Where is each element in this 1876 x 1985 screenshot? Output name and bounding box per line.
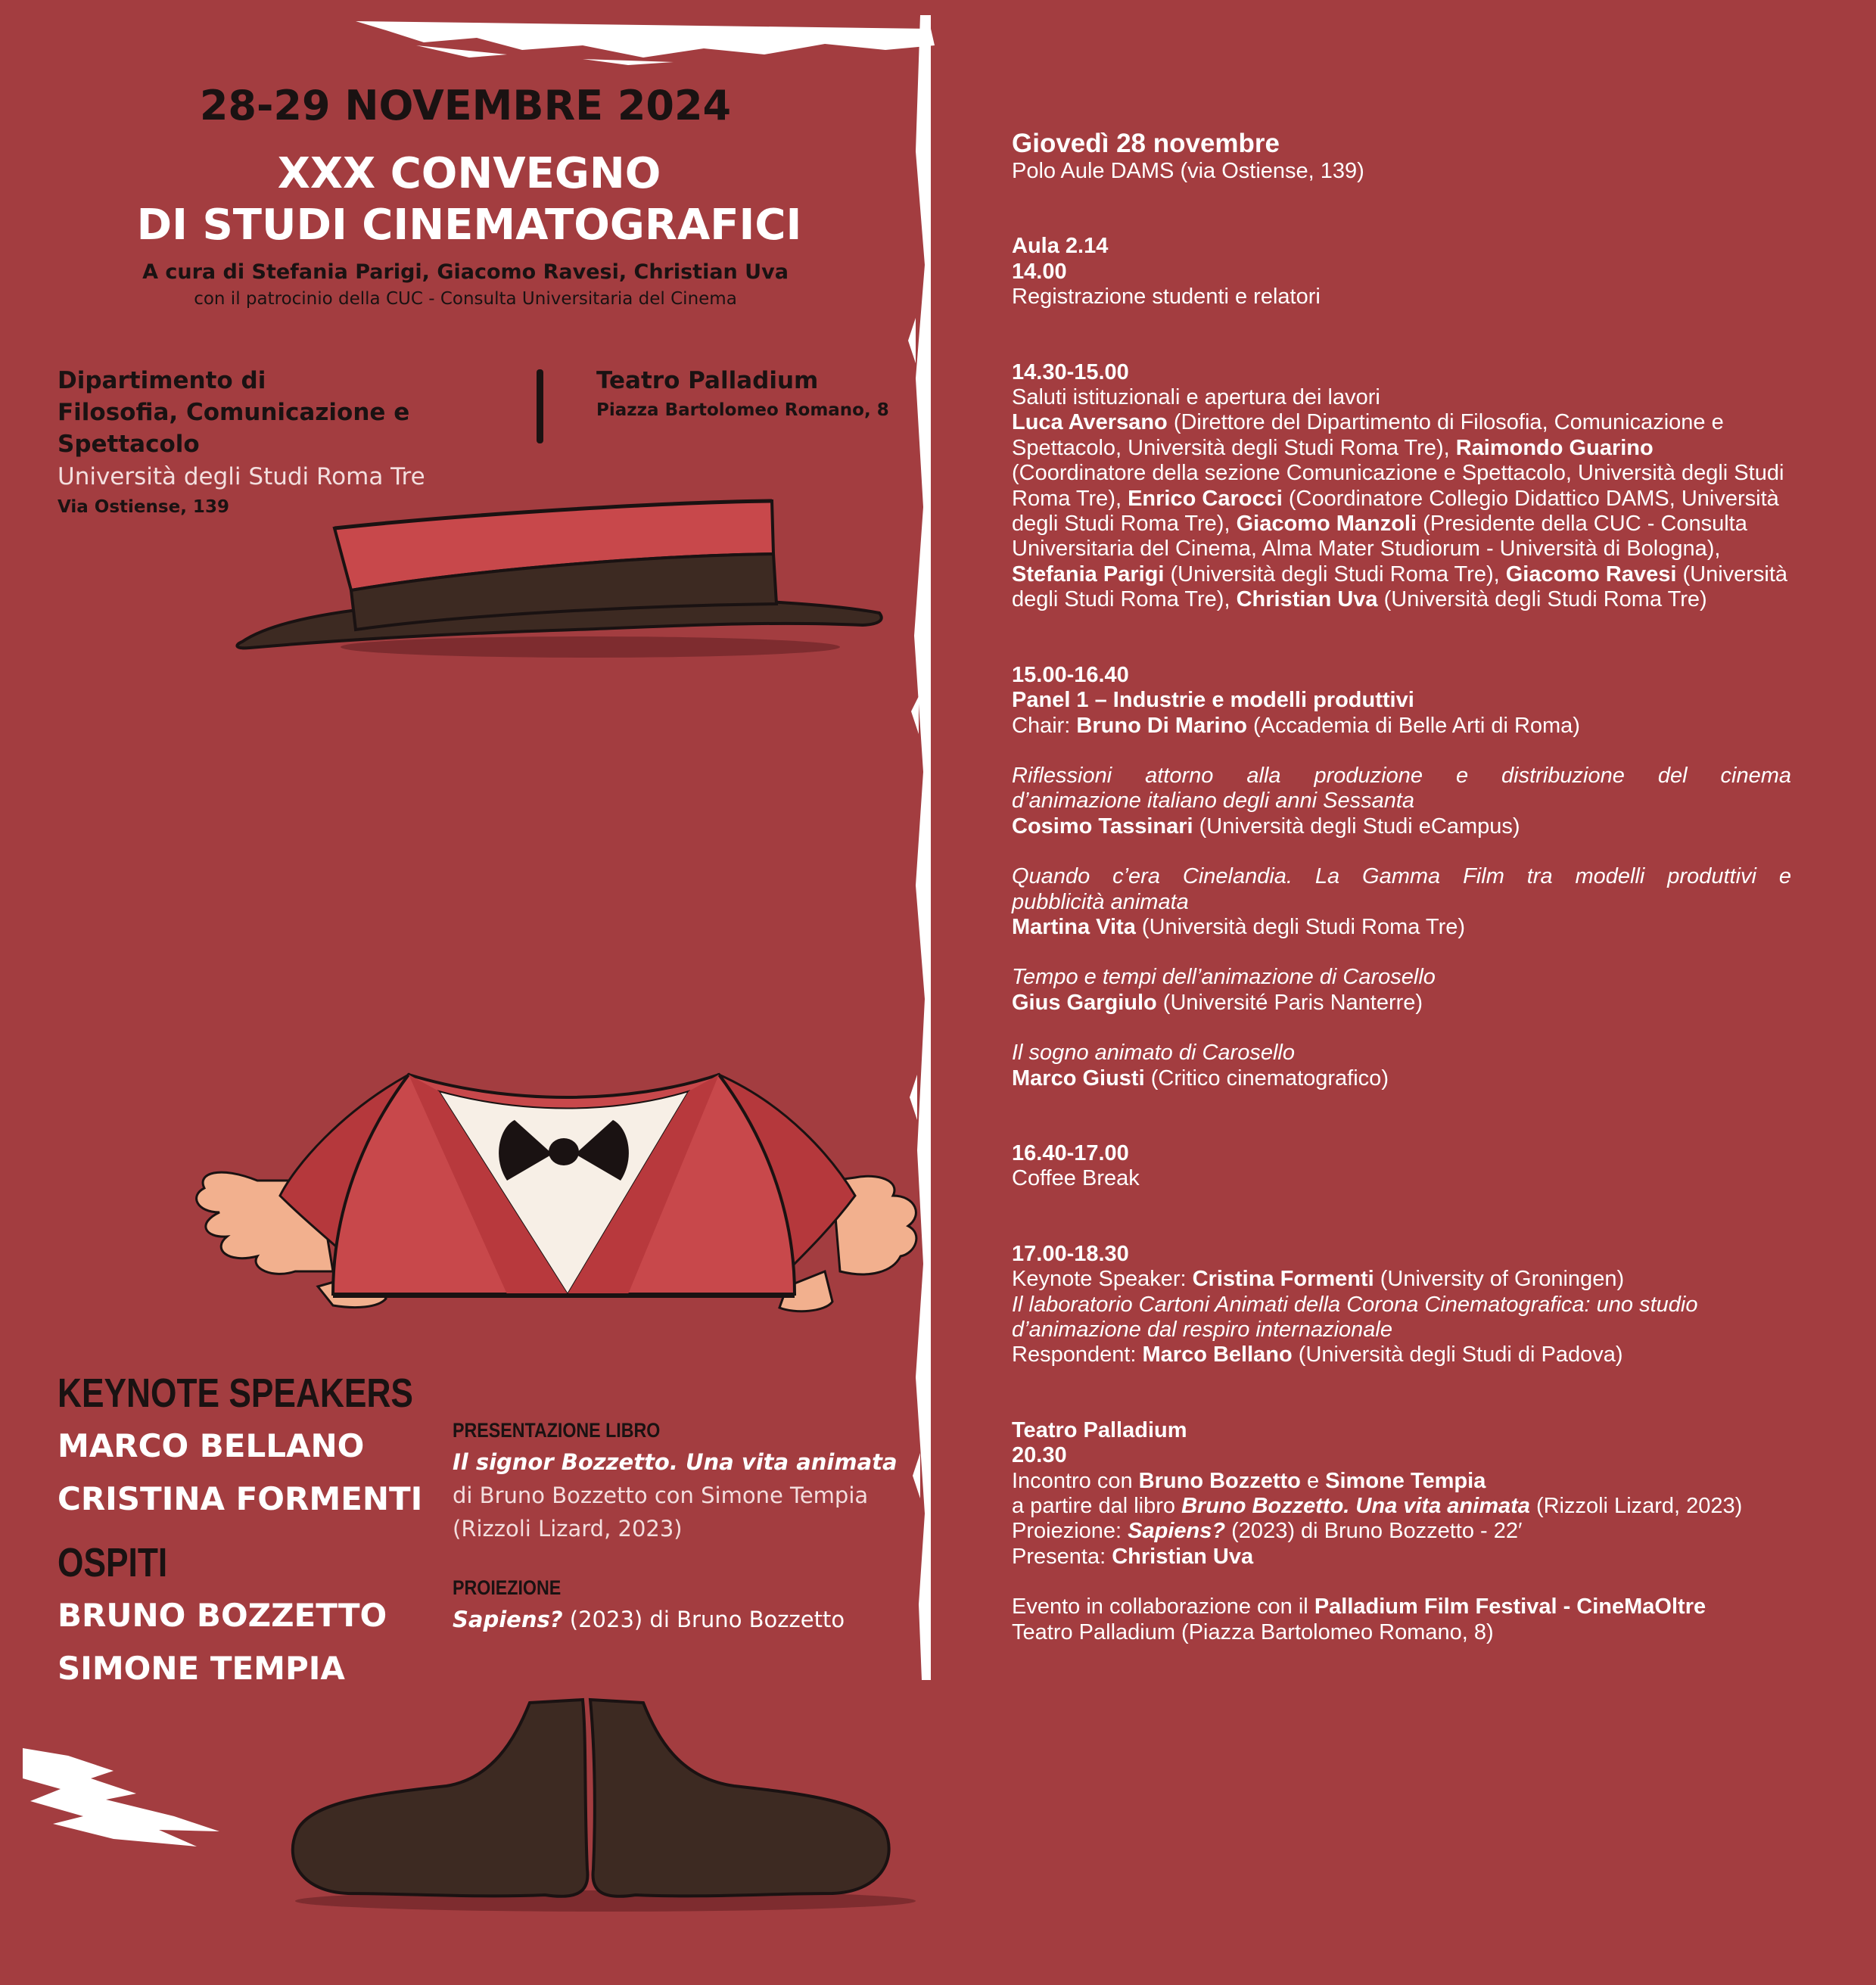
slot-description: Saluti istituzionali e apertura dei lavori [1012, 385, 1380, 410]
brush-stroke-bottom [23, 1741, 250, 1854]
evening-book [1012, 1494, 1791, 1519]
keynote-heading: KEYNOTE SPEAKERS [58, 1371, 413, 1416]
speaker-affiliation: (Presidente della CUC - Consulta Universitaria del Cinema, Alma Mater Studiorum - Università di Bologna), [1012, 512, 1747, 562]
speaker-name: Giacomo Manzoli [1236, 512, 1417, 537]
book-authors: di Bruno Bozzetto con Simone Tempia [453, 1483, 869, 1508]
text-fragment: e [1300, 1468, 1326, 1493]
speakers-block [58, 1367, 491, 1695]
evening-meeting [1012, 1469, 1791, 1494]
speaker-affiliation: (Coordinatore della sezione Comunicazione e Spettacolo, Università degli Studi Roma Tre), [1012, 461, 1784, 511]
curators: A cura di Stefania Parigi, Giacomo Ravesi, Christian Uva [142, 260, 789, 284]
festival-name: Palladium Film Festival - CineMaOltre [1314, 1595, 1706, 1619]
speaker-name: Christian Uva [1236, 587, 1378, 612]
book-presentation [453, 1415, 922, 1636]
guest-name: BRUNO BOZZETTO [58, 1597, 387, 1634]
keynote-label: Keynote Speaker: [1012, 1267, 1193, 1292]
text-fragment: Incontro con [1012, 1468, 1139, 1493]
slot-description: Coffee Break [1012, 1166, 1140, 1191]
speaker-name: Marco Bellano [1142, 1343, 1293, 1367]
speaker-name: Enrico Carocci [1128, 486, 1283, 511]
speaker-name: Gius Gargiulo [1012, 990, 1157, 1015]
text-fragment: Evento in collaborazione con il [1012, 1595, 1314, 1619]
guests-heading: OSPITI [58, 1540, 168, 1585]
keynote-speaker: MARCO BELLANO [58, 1427, 365, 1464]
host-name: Christian Uva [1112, 1544, 1254, 1569]
theatre-address: Piazza Bartolomeo Romano, 8 [596, 400, 889, 420]
venue-divider [537, 369, 543, 443]
program-room: Aula 2.14 [1012, 234, 1109, 259]
speaker-name: Cosimo Tassinari [1012, 814, 1193, 838]
evening-venue: Teatro Palladium [1012, 1417, 1187, 1442]
event-date: 28-29 NOVEMBRE 2024 [199, 82, 732, 129]
time-slot: 14.30-15.00 [1012, 359, 1129, 384]
speaker-affiliation: (University of Groningen) [1374, 1267, 1625, 1292]
time-slot: 14.00 [1012, 259, 1067, 284]
hat-illustration [235, 492, 901, 666]
dept-line1: Dipartimento di [58, 367, 266, 394]
speaker-name: Cristina Formenti [1192, 1267, 1374, 1292]
projection-details: (2023) di Bruno Bozzetto [562, 1607, 845, 1632]
theatre-name: Teatro Palladium [596, 367, 819, 394]
chair-affiliation: (Accademia di Belle Arti di Roma) [1246, 713, 1580, 738]
program-day: Giovedì 28 novembre [1012, 129, 1280, 158]
time-slot: 16.40-17.00 [1012, 1140, 1129, 1165]
theatre-info [596, 365, 889, 424]
text-fragment: Presenta: [1012, 1544, 1112, 1569]
panel-chair [1012, 714, 1791, 739]
convegno-title-line1: XXX CONVEGNO [277, 149, 661, 198]
collaboration-line [1012, 1595, 1791, 1619]
book-publisher: (Rizzoli Lizard, 2023) [453, 1516, 683, 1542]
speaker-affiliation: (Università degli Studi Roma Tre) [1135, 914, 1466, 939]
projection-heading: PROIEZIONE [453, 1576, 562, 1599]
respondent-label: Respondent: [1012, 1343, 1143, 1367]
speaker-name: Giacomo Ravesi [1505, 562, 1677, 586]
text-fragment: a partire dal libro [1012, 1494, 1182, 1519]
jacket-illustration [189, 1044, 931, 1332]
speaker-affiliation: (Université Paris Nanterre) [1156, 990, 1423, 1015]
dept-line2: Filosofia, Comunicazione e Spettacolo [58, 399, 410, 458]
left-column [0, 0, 935, 1985]
slot-description: Registrazione studenti e relatori [1012, 285, 1321, 310]
talk-speaker [1012, 991, 1791, 1016]
talk-title: pubblicità animata [1012, 889, 1189, 914]
talk-title: Tempo e tempi dell’animazione di Carosello [1012, 965, 1436, 990]
respondent-line [1012, 1343, 1791, 1367]
talk-title: Il sogno animato di Carosello [1012, 1041, 1295, 1066]
text-fragment: (Rizzoli Lizard, 2023) [1529, 1494, 1743, 1519]
program-venue: Polo Aule DAMS (via Ostiense, 139) [1012, 159, 1364, 183]
speaker-name: Luca Aversano [1012, 410, 1168, 435]
program-column [1012, 129, 1791, 1645]
patronage: con il patrocinio della CUC - Consulta Universitaria del Cinema [194, 289, 737, 309]
collaboration-venue: Teatro Palladium (Piazza Bartolomeo Romano, 8) [1012, 1619, 1494, 1644]
brush-stroke-top [356, 15, 938, 68]
guest-name: SIMONE TEMPIA [58, 1650, 345, 1687]
speaker-affiliation: (Università degli Studi Roma Tre), [1164, 562, 1506, 586]
chair-label: Chair: [1012, 713, 1077, 738]
speaker-name: Marco Giusti [1012, 1066, 1145, 1091]
guest-name: Bruno Bozzetto [1138, 1468, 1301, 1493]
talk-title: Riflessioni attorno alla produzione e distribuzione del cinema [1012, 763, 1791, 788]
evening-projection [1012, 1519, 1791, 1544]
time-slot: 17.00-18.30 [1012, 1241, 1129, 1266]
speaker-affiliation: (Direttore del Dipartimento di Filosofia, Comunicazione e Spettacolo, Università degli Studi Roma Tre), [1012, 410, 1724, 460]
guest-name: Simone Tempia [1325, 1468, 1486, 1493]
convegno-title-line2: DI STUDI CINEMATOGRAFICI [136, 201, 802, 250]
keynote-line [1012, 1267, 1791, 1292]
speaker-name: Raimondo Guarino [1455, 435, 1654, 460]
talk-title: Quando c’era Cinelandia. La Gamma Film tra modelli produttivi e [1012, 864, 1791, 889]
talk-speaker [1012, 1066, 1791, 1091]
talk-speaker [1012, 814, 1791, 839]
evening-host [1012, 1545, 1791, 1570]
speaker-affiliation: (Università degli Studi Roma Tre) [1377, 587, 1707, 612]
speaker-name: Stefania Parigi [1012, 562, 1165, 586]
text-fragment: Proiezione: [1012, 1519, 1128, 1544]
time-slot: 15.00-16.40 [1012, 662, 1129, 687]
keynote-speaker: CRISTINA FORMENTI [58, 1480, 423, 1517]
book-heading: PRESENTAZIONE LIBRO [453, 1419, 661, 1442]
book-title-inline: Bruno Bozzetto. Una vita animata [1181, 1494, 1530, 1519]
speaker-affiliation: (Università degli Studi di Padova) [1292, 1343, 1623, 1367]
projection-title: Sapiens? [453, 1607, 563, 1632]
text-fragment: (2023) di Bruno Bozzetto - 22′ [1225, 1519, 1523, 1544]
talk-title: d’animazione italiano degli anni Sessanta [1012, 789, 1415, 814]
speaker-affiliation: (Università degli Studi eCampus) [1193, 814, 1520, 838]
projection-film [453, 1603, 922, 1636]
speaker-affiliation: (Critico cinematografico) [1144, 1066, 1389, 1091]
speaker-affiliation: (Università degli Studi Roma Tre), [1012, 562, 1788, 612]
shoes-illustration [288, 1695, 923, 1915]
dept-university: Università degli Studi Roma Tre [58, 463, 425, 490]
speaker-affiliation: (Coordinatore Collegio Didattico DAMS, Università degli Studi Roma Tre), [1012, 486, 1779, 537]
keynote-title: Il laboratorio Cartoni Animati della Corona Cinematografica: uno studio d’animazione dal respiro internazionale [1012, 1292, 1698, 1342]
torn-edge-divider [885, 15, 931, 1680]
talk-speaker [1012, 915, 1791, 940]
film-title-inline: Sapiens? [1128, 1519, 1226, 1544]
convegno-title [0, 148, 938, 251]
panel-title: Panel 1 – Industrie e modelli produttivi [1012, 688, 1414, 713]
book-title: Il signor Bozzetto. Una vita animata [453, 1449, 898, 1475]
time-slot: 20.30 [1012, 1443, 1067, 1468]
welcome-speakers [1012, 410, 1791, 612]
dept-address: Via Ostiense, 139 [58, 497, 229, 517]
chair-name: Bruno Di Marino [1076, 713, 1247, 738]
speaker-name: Martina Vita [1012, 914, 1136, 939]
